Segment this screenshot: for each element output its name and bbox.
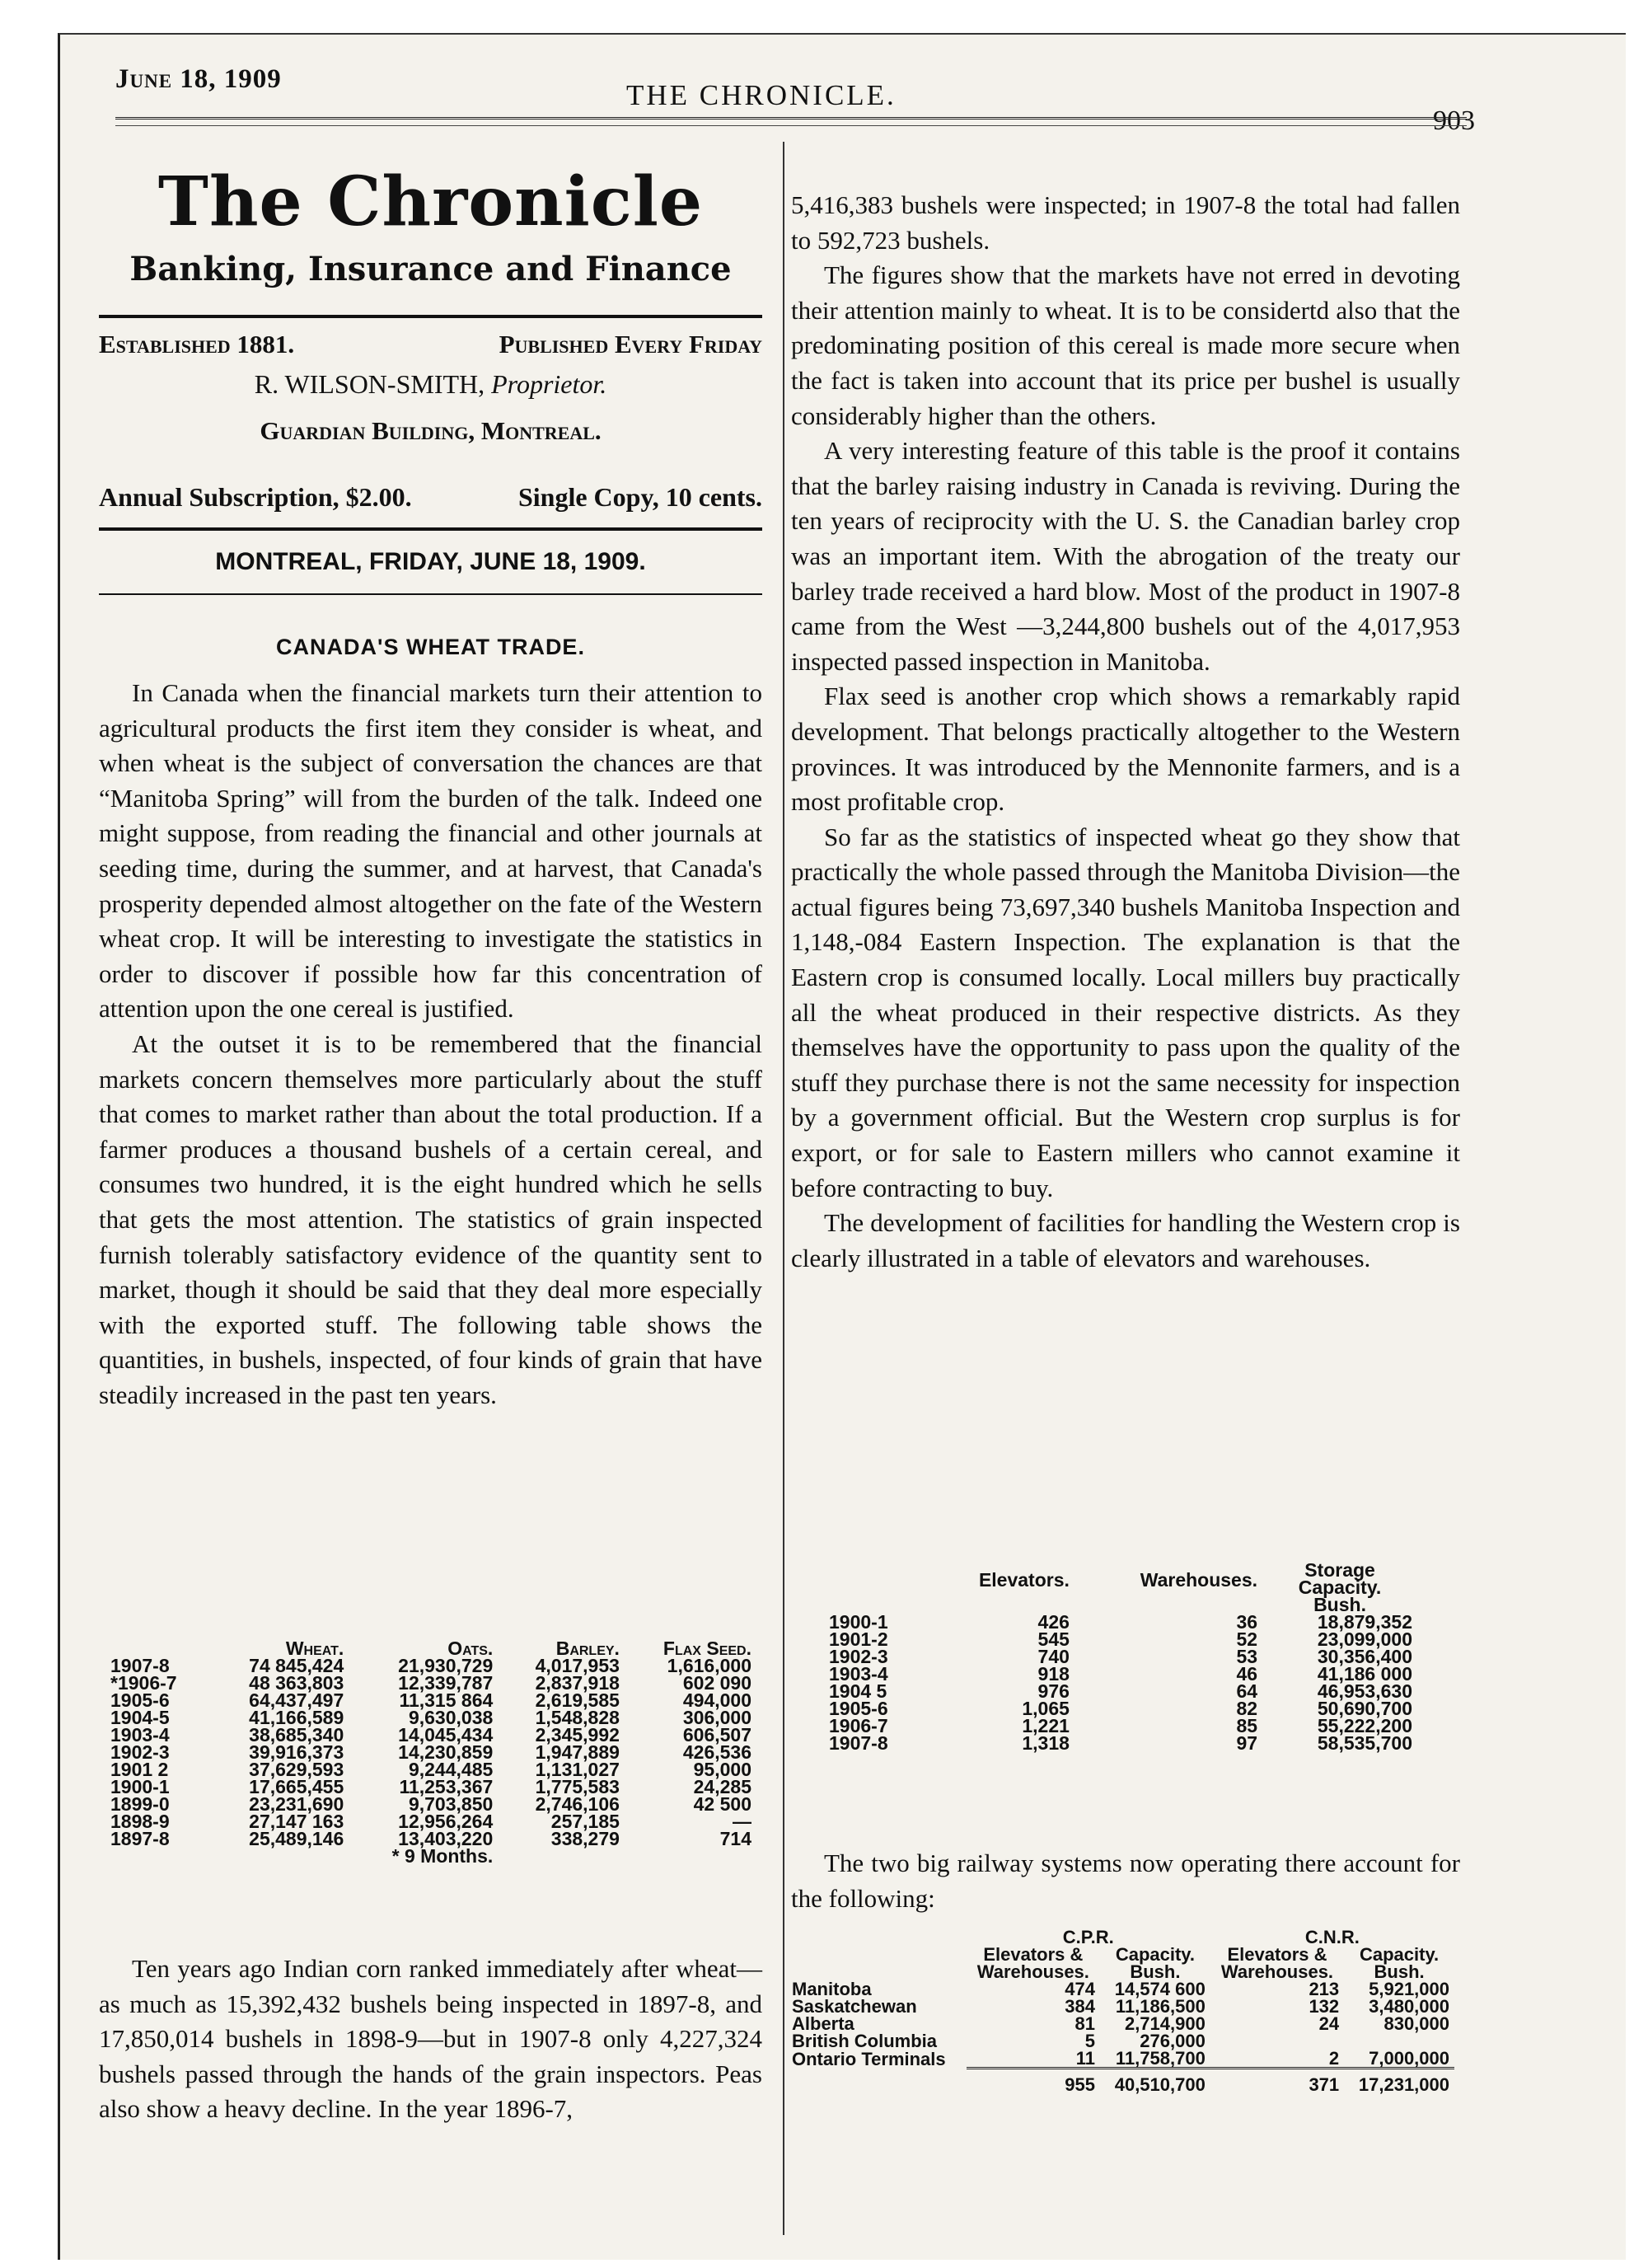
table-cell: 257,185 <box>550 1811 620 1832</box>
table-cell: 24 <box>1318 2013 1340 2034</box>
table-cell: 46 <box>1236 1663 1258 1685</box>
header-rule <box>115 117 1467 119</box>
header-elevators: Elevators. <box>978 1569 1070 1591</box>
table-cell: 95,000 <box>693 1759 751 1780</box>
table-cell: 11,758,700 <box>1115 2048 1206 2069</box>
railway-systems-table <box>787 1928 1454 2093</box>
table-cell: 1,221 <box>1022 1715 1070 1736</box>
table-footnote: * 9 Months. <box>391 1845 494 1867</box>
header-flax-seed: Flax Seed. <box>662 1638 751 1659</box>
header-line: Warehouses. <box>976 1961 1089 1982</box>
total-cpr-elevators: 955 <box>967 2069 1100 2094</box>
row-label: 1904-5 <box>110 1707 170 1728</box>
table-cell: 23,231,690 <box>249 1793 344 1815</box>
table-cell: 13,403,220 <box>398 1828 494 1849</box>
table-cell: 2 <box>1328 2048 1340 2069</box>
totals-row <box>787 2069 1454 2094</box>
paragraph: Ten years ago Indian corn ranked immediately after wheat—as much as 15,392,432 bushels being inspected in 1897-8, and 17,850,014 bushels in 1898-9—but in 1907-8 only 4,227,324 bushels passed through the hands of the grain inspectors. Peas also show a heavy decline. In the year 1896-7, <box>99 1954 762 2124</box>
total-cnr-elevators: 371 <box>1210 2069 1344 2094</box>
dateline: MONTREAL, FRIDAY, JUNE 18, 1909. <box>215 548 646 575</box>
table-cell: 24,285 <box>693 1776 751 1797</box>
right-column-continued <box>791 1846 1460 1916</box>
table-cell: 30,356,400 <box>1317 1646 1412 1667</box>
table-cell: 11,253,367 <box>399 1776 494 1797</box>
paragraph: The development of facilities for handling the Western crop is clearly illustrated in a table of elevators and warehouses. <box>791 1208 1460 1272</box>
table-cell: 306,000 <box>682 1707 751 1728</box>
row-label: 1906-7 <box>829 1715 888 1736</box>
table-cell: 55,222,200 <box>1317 1715 1412 1736</box>
table-cell: 52 <box>1236 1628 1258 1650</box>
table-cell: 426,536 <box>682 1741 751 1763</box>
grain-inspection-table <box>105 1640 756 1865</box>
masthead-subtitle: Banking, Insurance and Finance <box>129 250 732 288</box>
table-cell: 606,507 <box>682 1724 751 1746</box>
row-label: 1901 2 <box>110 1759 169 1780</box>
table-cell: 5,921,000 <box>1369 1979 1449 1999</box>
left-column-continued <box>99 1952 762 2127</box>
table-header-row <box>824 1562 1417 1614</box>
table-cell: — <box>733 1811 751 1832</box>
table-cell: 82 <box>1236 1698 1258 1719</box>
row-label: 1901-2 <box>829 1628 888 1650</box>
proprietor-line <box>99 369 762 400</box>
table-cell: 494,000 <box>682 1689 751 1711</box>
row-label: 1900-1 <box>110 1776 170 1797</box>
table-cell: 740 <box>1037 1646 1070 1667</box>
table-row <box>787 1980 1454 1998</box>
row-label: Alberta <box>792 2013 854 2034</box>
publication-info-line <box>99 330 762 359</box>
column-divider <box>783 142 784 2235</box>
header-storage-capacity <box>1262 1559 1417 1615</box>
table-cell: 41,166,589 <box>249 1707 344 1728</box>
table-row <box>787 1998 1454 2015</box>
table-cell: 9,244,485 <box>408 1759 494 1780</box>
table-cell: 426 <box>1037 1611 1070 1633</box>
dateline-rule <box>99 593 762 595</box>
table-cell: 1,065 <box>1022 1698 1070 1719</box>
table-cell: 545 <box>1037 1628 1070 1650</box>
table-cell: 36 <box>1236 1611 1258 1633</box>
table-cell: 5 <box>1084 2031 1096 2051</box>
table-cell: 384 <box>1065 1996 1096 2017</box>
header-oats: Oats. <box>447 1638 494 1659</box>
table-cell: 58,535,700 <box>1317 1732 1412 1754</box>
row-label: *1906-7 <box>110 1672 177 1694</box>
table-row <box>787 2050 1454 2069</box>
table-cell: 2,837,918 <box>535 1672 620 1694</box>
table-cell: 11,186,500 <box>1115 1996 1206 2017</box>
row-label: 1904 5 <box>829 1680 887 1702</box>
table-cell: 14,230,859 <box>398 1741 494 1763</box>
paragraph: The two big railway systems now operating there account for the following: <box>791 1849 1460 1913</box>
table-cell: 213 <box>1309 1979 1340 1999</box>
table-cell: 4,017,953 <box>535 1655 620 1676</box>
table-cell: 41,186 000 <box>1317 1663 1412 1685</box>
subscription-rule <box>99 527 762 531</box>
header-line: Capacity. <box>1115 1944 1196 1965</box>
table-cell: 132 <box>1309 1996 1340 2017</box>
table-cell: 1,318 <box>1022 1732 1070 1754</box>
table-row <box>787 2032 1454 2050</box>
table-cell: 23,099,000 <box>1317 1628 1412 1650</box>
masthead-title: The Chronicle <box>157 162 704 241</box>
row-label: 1907-8 <box>829 1732 888 1754</box>
table-cell: 18,879,352 <box>1317 1611 1412 1633</box>
header-line: Elevators & <box>1227 1944 1327 1965</box>
header-cnr-capacity <box>1344 1946 1454 1980</box>
header-cpr-elevators <box>967 1946 1100 1980</box>
paragraph: The figures show that the markets have not erred in devoting their attention mainly to wheat. It is to be considertd also that the predominating position of this cereal is made more secure when the fact is taken into account that its price per bushel is usually considerably higher than the others. <box>791 260 1460 430</box>
right-column-text <box>791 188 1460 1276</box>
table-cell: 276,000 <box>1140 2031 1206 2051</box>
table-group-row <box>787 1928 1454 1946</box>
header-warehouses: Warehouses. <box>1140 1569 1258 1591</box>
proprietor-name: R. WILSON-SMITH, <box>254 369 485 399</box>
total-cpr-capacity: 40,510,700 <box>1100 2069 1210 2094</box>
row-label: 1903-4 <box>110 1724 170 1746</box>
table-header-row <box>787 1946 1454 1980</box>
header-line: Elevators & <box>983 1944 1084 1965</box>
paragraph: 5,416,383 bushels were inspected; in 1907-8 the total had fallen to 592,723 bushels. <box>791 190 1460 255</box>
row-label: 1897-8 <box>110 1828 170 1849</box>
table-cell: 46,953,630 <box>1317 1680 1412 1702</box>
table-cell: 9,703,850 <box>408 1793 494 1815</box>
row-label: 1902-3 <box>829 1646 888 1667</box>
header-storage: Storage <box>1304 1559 1375 1581</box>
header-line: Capacity. <box>1359 1944 1440 1965</box>
header-bush: Bush. <box>1313 1594 1366 1615</box>
table-cell: 1,947,889 <box>535 1741 620 1763</box>
subscription-line <box>99 482 762 513</box>
proprietor-role: Proprietor. <box>491 369 607 399</box>
table-cell: 2,714,900 <box>1124 2013 1206 2034</box>
row-label: 1898-9 <box>110 1811 170 1832</box>
masthead-rule <box>99 315 762 318</box>
table-cell: 64,437,497 <box>249 1689 344 1711</box>
table-cell: 27,147 163 <box>249 1811 344 1832</box>
table-cell: 9,630,038 <box>408 1707 494 1728</box>
table-row <box>824 1735 1417 1752</box>
table-cell: 50,690,700 <box>1317 1698 1412 1719</box>
table-cell: 1,548,828 <box>535 1707 620 1728</box>
header-cnr: C.N.R. <box>1304 1927 1360 1947</box>
table-cell: 42 500 <box>693 1793 751 1815</box>
table-cell: 714 <box>719 1828 751 1849</box>
table-cell: 64 <box>1236 1680 1258 1702</box>
row-label: British Columbia <box>792 2031 938 2051</box>
row-label: 1900-1 <box>829 1611 888 1633</box>
table-cell: 97 <box>1236 1732 1258 1754</box>
table-cell: 17,665,455 <box>249 1776 344 1797</box>
table-cell: 85 <box>1236 1715 1258 1736</box>
header-rule-thin <box>115 125 1467 126</box>
table-cell: 3,480,000 <box>1369 1996 1449 2017</box>
published-text: Published Every Friday <box>499 330 762 358</box>
header-line: Bush. <box>1374 1961 1425 1982</box>
table-cell: 7,000,000 <box>1369 2048 1449 2069</box>
table-cell: 474 <box>1065 1979 1096 1999</box>
table-cell: 338,279 <box>550 1828 620 1849</box>
article-heading: CANADA'S WHEAT TRADE. <box>276 635 585 659</box>
row-label: 1899-0 <box>110 1793 170 1815</box>
table-cell: 12,956,264 <box>398 1811 494 1832</box>
table-cell: 38,685,340 <box>249 1724 344 1746</box>
table-cell: 39,916,373 <box>249 1741 344 1763</box>
header-line: Bush. <box>1130 1961 1181 1982</box>
table-cell: 48 363,803 <box>249 1672 344 1694</box>
table-cell: 81 <box>1074 2013 1096 2034</box>
header-date: June 18, 1909 <box>115 64 282 94</box>
elevator-warehouse-table <box>824 1559 1417 1754</box>
table-cell: 1,616,000 <box>667 1655 751 1676</box>
established-text: Established 1881. <box>99 330 295 358</box>
table-cell: 37,629,593 <box>249 1759 344 1780</box>
paragraph: A very interesting feature of this table is the proof it contains that the barley raising industry in Canada is reviving. During the ten years of reciprocity with the U. S. the Canadian barley crop was an important item. With the abrogation of the treaty our barley trade received a hard blow. Most of the product in 1907-8 came from the West —3,244,800 bushels out of the 4,017,953 inspected passed inspection in Manitoba. <box>791 436 1460 676</box>
table-cell <box>1344 2032 1454 2050</box>
address-line: Guardian Building, Montreal. <box>260 416 602 445</box>
row-label: 1905-6 <box>829 1698 888 1719</box>
table-cell: 2,345,992 <box>535 1724 620 1746</box>
paragraph: Flax seed is another crop which shows a remarkably rapid development. That belongs practically altogether to the Western provinces. It was introduced by the Mennonite farmers, and is a most profitable crop. <box>791 682 1460 817</box>
header-barley: Barley. <box>555 1638 620 1659</box>
paragraph: So far as the statistics of inspected wheat go they show that practically the whole passed through the Manitoba Division—the actual figures being 73,697,340 bushels Manitoba Inspection and 1,148,-084 Eastern Inspection. The explanation is that the Eastern crop is consumed locally. Local millers buy practically all the wheat produced in their respective districts. As they themselves have the opportunity to pass upon the quality of the stuff they purchase there is not the same necessity for inspection by a government official. But the Western crop surplus is for export, or for sale to Eastern millers who cannot examine it before contracting to buy. <box>791 822 1460 1202</box>
table-cell: 11 <box>1075 2048 1096 2069</box>
table-cell: 11,315 864 <box>399 1689 494 1711</box>
header-title: THE CHRONICLE. <box>626 79 897 111</box>
paragraph: At the outset it is to be remembered that the financial markets concern themselves more particularly about the stuff that comes to market rather than about the total production. If a farmer produces a thousand bushels of a certain cereal, and consumes two hundred, it is the eight hundred which he sells that gets the most attention. The statistics of grain inspected furnish tolerably satisfactory evidence of the quantity sent to market, though it should be said that they deal more especially with the exported stuff. The following table shows the quantities, in bushels, inspected, of four kinds of grain that have steadily increased in the past ten years. <box>99 1029 762 1409</box>
table-cell: 830,000 <box>1383 2013 1449 2034</box>
table-cell: 14,045,434 <box>398 1724 494 1746</box>
table-cell: 74 845,424 <box>249 1655 344 1676</box>
row-label: 1902-3 <box>110 1741 170 1763</box>
row-label: Manitoba <box>792 1979 872 1999</box>
row-label: Saskatchewan <box>792 1996 917 2017</box>
row-label: 1907-8 <box>110 1655 170 1676</box>
running-header <box>115 64 1475 136</box>
table-cell: 21,930,729 <box>398 1655 494 1676</box>
header-line: Warehouses. <box>1220 1961 1334 1982</box>
header-cnr-elevators <box>1210 1946 1344 1980</box>
table-cell: 14,574 600 <box>1114 1979 1206 1999</box>
total-cnr-capacity: 17,231,000 <box>1344 2069 1454 2094</box>
header-wheat: Wheat. <box>285 1638 344 1659</box>
header-capacity: Capacity. <box>1298 1577 1382 1598</box>
table-cell: 2,746,106 <box>535 1793 620 1815</box>
header-cpr: C.P.R. <box>1062 1927 1114 1947</box>
single-copy-price: Single Copy, 10 cents. <box>517 482 762 512</box>
table-cell: 53 <box>1236 1646 1258 1667</box>
table-cell: 12,339,787 <box>398 1672 494 1694</box>
table-cell: 2,619,585 <box>535 1689 620 1711</box>
table-cell: 25,489,146 <box>249 1828 344 1849</box>
table-row <box>787 2015 1454 2032</box>
masthead <box>99 161 762 293</box>
header-cpr-capacity <box>1100 1946 1210 1980</box>
row-label: 1905-6 <box>110 1689 170 1711</box>
row-label: 1903-4 <box>829 1663 888 1685</box>
table-cell <box>1210 2032 1344 2050</box>
table-cell: 1,775,583 <box>535 1776 620 1797</box>
left-column-text <box>99 676 762 1413</box>
table-cell: 976 <box>1037 1680 1070 1702</box>
table-cell: 1,131,027 <box>535 1759 620 1780</box>
paragraph: In Canada when the financial markets turn their attention to agricultural products the first item they consider is wheat, and when wheat is the subject of conversation the chances are that “Manitoba Spring” will from the burden of the talk. Indeed one might suppose, from reading the financial and other journals at seeding time, during the summer, and at harvest, that Canada's prosperity depended almost altogether on the fate of the Western wheat crop. It will be interesting to investigate the statistics in order to discover if possible how far this concentration of attention upon the one cereal is justified. <box>99 678 762 1024</box>
table-cell: 602 090 <box>682 1672 751 1694</box>
page-number: 903 <box>1433 105 1475 136</box>
table-cell: 918 <box>1037 1663 1070 1685</box>
subscription-price: Annual Subscription, $2.00. <box>99 482 412 512</box>
row-label: Ontario Terminals <box>792 2048 946 2069</box>
